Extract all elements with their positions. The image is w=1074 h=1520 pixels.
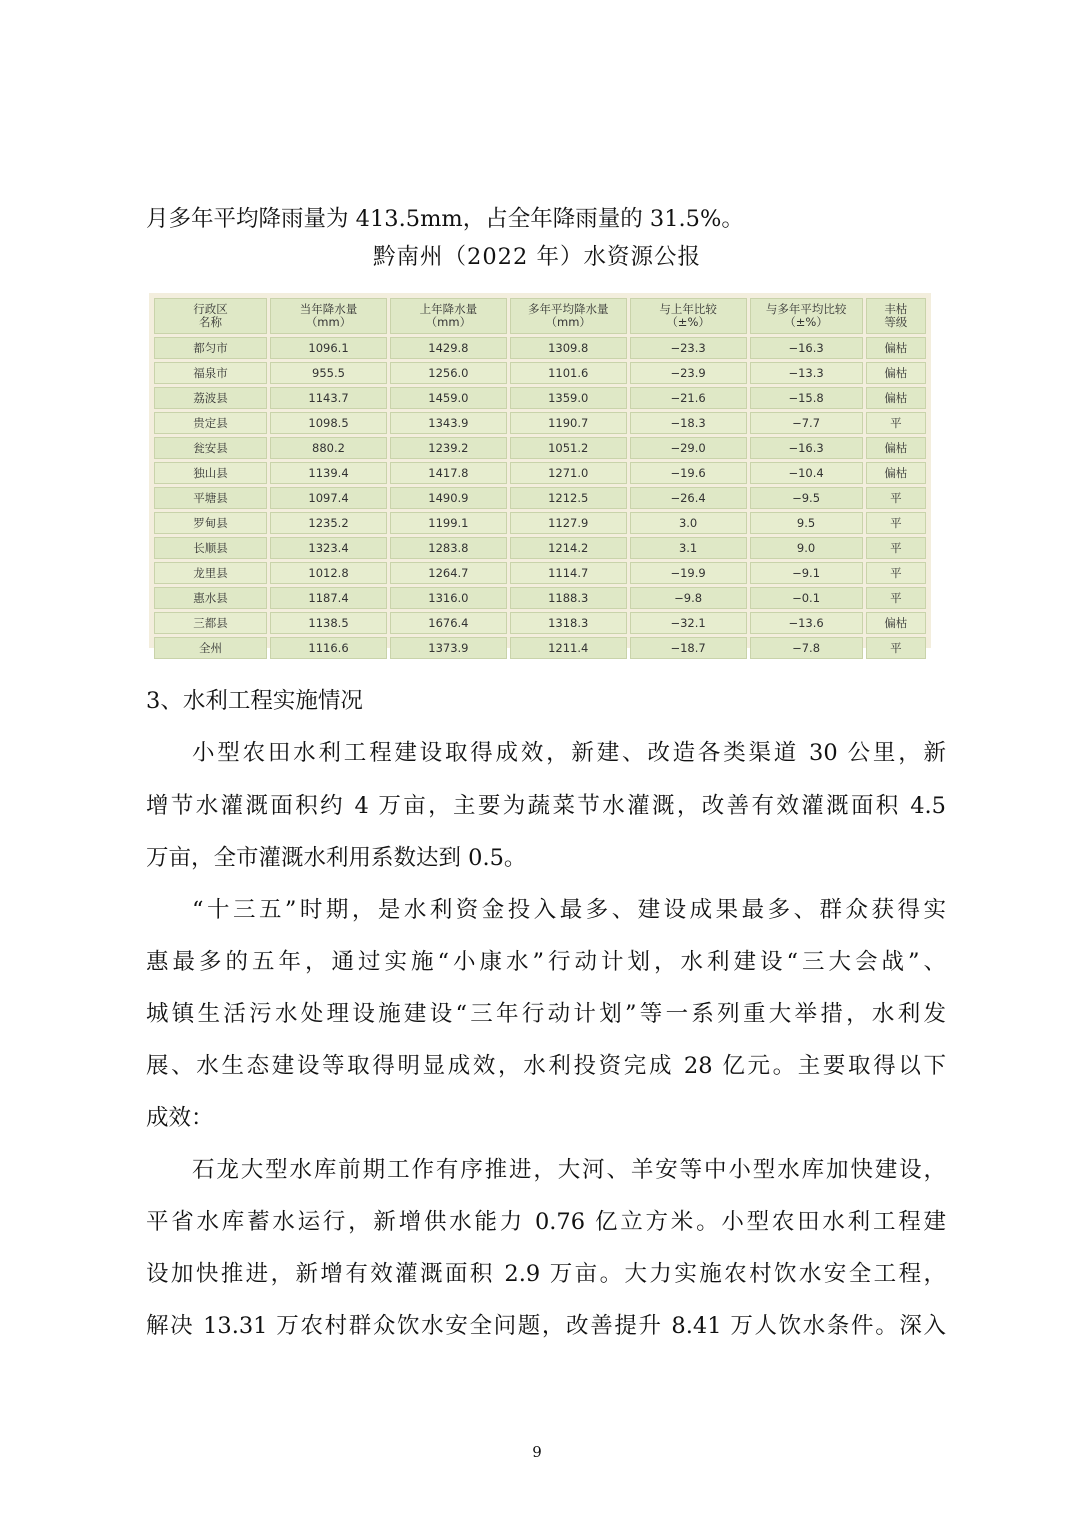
table-cell: 全州	[154, 637, 267, 659]
table-cell: 955.5	[270, 362, 387, 384]
paragraph-line: 石龙大型水库前期工作有序推进，大河、羊安等中小型水库加快建设，	[192, 1157, 946, 1183]
table-cell: 1264.7	[390, 562, 507, 584]
table-cell: 惠水县	[154, 587, 267, 609]
paragraph-line: 展、水生态建设等取得明显成效，水利投资完成 28 亿元。主要取得以下	[146, 1053, 946, 1079]
table-cell: 1211.4	[510, 637, 627, 659]
paragraph-line: 平省水库蓄水运行，新增供水能力 0.76 亿立方米。小型农田水利工程建	[146, 1209, 946, 1235]
table-header-cell	[510, 298, 627, 334]
section-heading: 3、水利工程实施情况	[146, 688, 363, 714]
table-cell: −10.4	[750, 462, 863, 484]
table-cell: −19.6	[630, 462, 747, 484]
rainfall-table-image	[149, 293, 931, 655]
table-cell: 1138.5	[270, 612, 387, 634]
table-cell: −21.6	[630, 387, 747, 409]
table-cell: 平	[866, 487, 926, 509]
table-cell: 1316.0	[390, 587, 507, 609]
table-cell: 1343.9	[390, 412, 507, 434]
table-cell: 1459.0	[390, 387, 507, 409]
table-cell: 1676.4	[390, 612, 507, 634]
table-cell: 9.0	[750, 537, 863, 559]
table-cell: 1139.4	[270, 462, 387, 484]
table-header-cell	[270, 298, 387, 334]
table-cell: 1199.1	[390, 512, 507, 534]
table-cell: 1116.6	[270, 637, 387, 659]
table-cell: 福泉市	[154, 362, 267, 384]
paragraph-line: 小型农田水利工程建设取得成效，新建、改造各类渠道 30 公里，新	[192, 740, 946, 766]
table-cell: −26.4	[630, 487, 747, 509]
table-cell: 平	[866, 637, 926, 659]
table-cell: 偏枯	[866, 337, 926, 359]
table-cell: −18.3	[630, 412, 747, 434]
table-row	[154, 437, 926, 459]
table-cell: 1490.9	[390, 487, 507, 509]
table-cell: 1096.1	[270, 337, 387, 359]
table-cell: 1190.7	[510, 412, 627, 434]
table-cell: 龙里县	[154, 562, 267, 584]
table-cell: −29.0	[630, 437, 747, 459]
header-text: 当年降水量	[299, 302, 358, 316]
intro-line: 月多年平均降雨量为 413.5mm，占全年降雨量的 31.5%。	[146, 206, 744, 232]
table-cell: −9.5	[750, 487, 863, 509]
table-cell: 1271.0	[510, 462, 627, 484]
table-cell: 1143.7	[270, 387, 387, 409]
paragraph-line: 成效：	[146, 1105, 214, 1131]
table-cell: 平	[866, 412, 926, 434]
table-cell: 1318.3	[510, 612, 627, 634]
table-cell: 1212.5	[510, 487, 627, 509]
table-cell: 都匀市	[154, 337, 267, 359]
table-cell: 1187.4	[270, 587, 387, 609]
table-cell: −18.7	[630, 637, 747, 659]
table-cell: 1323.4	[270, 537, 387, 559]
table-row	[154, 487, 926, 509]
header-text: （mm）	[305, 315, 352, 329]
table-row	[154, 512, 926, 534]
table-cell: 1101.6	[510, 362, 627, 384]
table-row	[154, 562, 926, 584]
table-cell: −7.7	[750, 412, 863, 434]
table-cell: 1373.9	[390, 637, 507, 659]
header-text: 与多年平均比较	[765, 302, 847, 316]
table-cell: −23.3	[630, 337, 747, 359]
table-cell: 平	[866, 512, 926, 534]
table-cell: 长顺县	[154, 537, 267, 559]
table-header-cell	[750, 298, 863, 334]
table-cell: −32.1	[630, 612, 747, 634]
table-body	[154, 337, 926, 659]
header-text: （mm）	[545, 315, 591, 329]
table-row	[154, 537, 926, 559]
table-cell: 1097.4	[270, 487, 387, 509]
table-cell: 1239.2	[390, 437, 507, 459]
table-cell: 瓮安县	[154, 437, 267, 459]
table-cell: 9.5	[750, 512, 863, 534]
table-row	[154, 362, 926, 384]
table-header-cell	[866, 298, 926, 334]
header-text: 丰枯	[884, 302, 908, 316]
paragraph-line: 设加快推进，新增有效灌溉面积 2.9 万亩。大力实施农村饮水安全工程，	[146, 1261, 946, 1287]
table-cell: 1012.8	[270, 562, 387, 584]
table-cell: 1256.0	[390, 362, 507, 384]
table-row	[154, 612, 926, 634]
table-cell: 1417.8	[390, 462, 507, 484]
table-cell: −19.9	[630, 562, 747, 584]
header-text: 多年平均降水量	[527, 302, 609, 316]
table-cell: −16.3	[750, 437, 863, 459]
page-number: 9	[532, 1443, 542, 1461]
table-cell: 1051.2	[510, 437, 627, 459]
table-row	[154, 587, 926, 609]
table-cell: −13.6	[750, 612, 863, 634]
table-cell: 偏枯	[866, 612, 926, 634]
table-header-cell	[630, 298, 747, 334]
table-caption: 黔南州（2022 年）水资源公报	[373, 244, 701, 270]
table-cell: 偏枯	[866, 387, 926, 409]
table-cell: 平	[866, 537, 926, 559]
table-cell: −13.3	[750, 362, 863, 384]
table-cell: 罗甸县	[154, 512, 267, 534]
table-row	[154, 412, 926, 434]
paragraph-line: 解决 13.31 万农村群众饮水安全问题，改善提升 8.41 万人饮水条件。深入	[146, 1313, 946, 1339]
table-cell: −23.9	[630, 362, 747, 384]
paragraph-line: 城镇生活污水处理设施建设“三年行动计划”等一系列重大举措，水利发	[146, 1001, 946, 1027]
table-cell: 1114.7	[510, 562, 627, 584]
header-text: 名称	[199, 315, 223, 329]
table-cell: −0.1	[750, 587, 863, 609]
table-cell: 880.2	[270, 437, 387, 459]
table-cell: −16.3	[750, 337, 863, 359]
table-cell: 1127.9	[510, 512, 627, 534]
table-row	[154, 637, 926, 659]
table-cell: 偏枯	[866, 437, 926, 459]
table-cell: 三都县	[154, 612, 267, 634]
table-cell: 平	[866, 562, 926, 584]
table-cell: 1309.8	[510, 337, 627, 359]
table-cell: 偏枯	[866, 362, 926, 384]
table-cell: 贵定县	[154, 412, 267, 434]
table-cell: 荔波县	[154, 387, 267, 409]
table-header-cell	[390, 298, 507, 334]
table-cell: 1098.5	[270, 412, 387, 434]
table-cell: 1283.8	[390, 537, 507, 559]
table-cell: −9.1	[750, 562, 863, 584]
paragraph-line: 惠最多的五年，通过实施“小康水”行动计划，水利建设“三大会战”、	[146, 949, 946, 975]
table-cell: −15.8	[750, 387, 863, 409]
header-text: （mm）	[425, 315, 472, 329]
header-text: （±%）	[784, 315, 828, 329]
table-cell: 3.0	[630, 512, 747, 534]
table-header-row	[154, 298, 926, 334]
header-text: 与上年比较	[659, 302, 717, 316]
table-row	[154, 337, 926, 359]
table-cell: 1429.8	[390, 337, 507, 359]
header-text: 上年降水量	[419, 302, 478, 316]
table-cell: −7.8	[750, 637, 863, 659]
table-cell: 3.1	[630, 537, 747, 559]
paragraph-line: 万亩，全市灌溉水利用系数达到 0.5。	[146, 845, 527, 871]
table-row	[154, 387, 926, 409]
header-text: 行政区	[193, 302, 228, 316]
table-cell: −9.8	[630, 587, 747, 609]
paragraph-line: 增节水灌溉面积约 4 万亩，主要为蔬菜节水灌溉，改善有效灌溉面积 4.5	[146, 793, 946, 819]
rainfall-table	[151, 295, 929, 662]
table-cell: 1214.2	[510, 537, 627, 559]
table-cell: 独山县	[154, 462, 267, 484]
table-cell: 平塘县	[154, 487, 267, 509]
table-header-cell	[154, 298, 267, 334]
table-cell: 1235.2	[270, 512, 387, 534]
table-cell: 1188.3	[510, 587, 627, 609]
header-text: 等级	[884, 315, 908, 329]
table-cell: 1359.0	[510, 387, 627, 409]
header-text: （±%）	[666, 315, 710, 329]
table-cell: 偏枯	[866, 462, 926, 484]
table-row	[154, 462, 926, 484]
paragraph-line: “十三五”时期，是水利资金投入最多、建设成果最多、群众获得实	[192, 897, 946, 923]
table-cell: 平	[866, 587, 926, 609]
